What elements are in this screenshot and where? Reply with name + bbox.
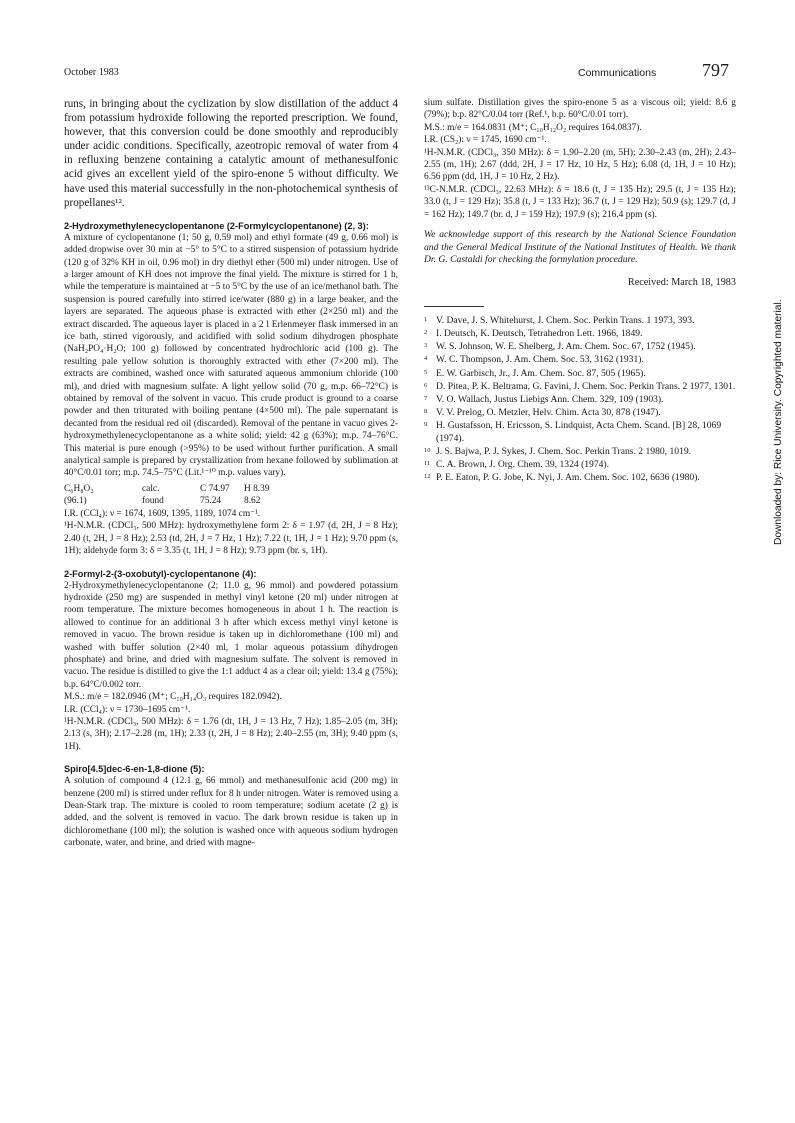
- reference-number: 3: [424, 342, 428, 350]
- reference-item: [424, 394, 736, 406]
- reference-text: W. C. Thompson, J. Am. Chem. Soc. 53, 3162 (1931).: [436, 354, 644, 366]
- ir-data-formylcyclopentanone: I.R. (CCl₄): ν = 1674, 1609, 1395, 1189, 1074 cm⁻¹.: [64, 508, 261, 519]
- procedure-continuation: sium sulfate. Distillation gives the spiro-enone 5 as a viscous oil; yield: 8.6 g (79%); b.p. 82°C/0.04 torr (Ref.¹, b.p. 60°C/0.01 torr).: [424, 98, 736, 121]
- reference-item: [424, 472, 736, 484]
- reference-item: [424, 381, 736, 393]
- ms-data-oxobutyl: M.S.: m/e = 182.0946 (M⁺; C₁₀H₁₄O₃ requires 182.0942).: [64, 692, 282, 703]
- analysis-found-c: 75.24: [200, 495, 222, 506]
- reference-text: C. A. Brown, J. Org. Chem. 39, 1324 (1974).: [436, 459, 610, 471]
- page-number: 797: [702, 60, 729, 80]
- issue-date: October 1983: [64, 67, 119, 78]
- reference-text: D. Pitea, P. K. Beltrama, G. Favini, J. Chem. Soc. Perkin Trans. 2 1977, 1301.: [436, 380, 736, 392]
- section-heading-oxobutyl: 2-Formyl-2-(3-oxobutyl)-cyclopentanone (4):: [64, 568, 257, 579]
- analysis-formula: C₆H₈O₂: [64, 483, 94, 494]
- received-date: Received: March 18, 1983: [627, 276, 736, 288]
- nmr-data-oxobutyl: ¹H-N.M.R. (CDCl₃, 500 MHz): δ = 1.76 (dt, 1H, J = 13 Hz, 7 Hz); 1.85–2.05 (m, 3H); 2.13 (s, 3H); 2.17–2.28 (m, 1H); 2.33 (t, 2H, J = 8 Hz); 2.40–2.55 (m, 3H); 9.40 ppm (s, 1H).: [64, 716, 398, 752]
- reference-text: V. V. Prelog, O. Metzler, Helv. Chim. Acta 30, 878 (1947).: [436, 407, 661, 419]
- intro-paragraph: runs, in bringing about the cyclization by slow distillation of the adduct 4 from potassium hydroxide following the reported prescription. We found, however, that this conversion could be done smoothly and reproducibly under acidic conditions. Specifically, azeotropic removal of water from 4 in refluxing benzene containing a catalytic amount of methanesulfonic acid gives an excellent yield of the spiro-enone 5 without difficulty. We have used this material successfully in the non-photochemical synthesis of propellanes¹².: [64, 98, 398, 209]
- analysis-found-h: 8.62: [244, 495, 261, 506]
- reference-number: 9: [424, 421, 428, 429]
- reference-item: [424, 407, 736, 419]
- reference-text: I. Deutsch, K. Deutsch, Tetrahedron Lett. 1966, 1849.: [436, 328, 643, 340]
- procedure-spirodione: A solution of compound 4 (12.1 g, 66 mmol) and methanesulfonic acid (200 mg) in benzene (200 ml) is stirred under reflux for 8 h under nitrogen. Water is removed using a Dean-Stark trap. The mixture is cooled to room temperature; sodium acetate (2 g) is added, and the solvent is removed in vacuo. The dark brown residue is taken up in dichloromethane (100 ml); the solution is washed once with aqueous sodium hydrogen carbonate, water, and brine, and dried with magne-: [64, 776, 398, 849]
- reference-text: W. S. Johnson, W. E. Shelberg, J. Am. Chem. Soc. 67, 1752 (1945).: [436, 341, 696, 353]
- reference-item: [424, 341, 736, 353]
- reference-text: V. O. Wallach, Justus Liebigs Ann. Chem. 329, 109 (1903).: [436, 394, 664, 406]
- ms-data-spirodione: M.S.: m/e = 164.0831 (M⁺; C₁₀H₁₂O₂ requires 164.0837).: [424, 122, 642, 133]
- analysis-calc-c: C 74.97: [200, 483, 230, 494]
- reference-number: 6: [424, 381, 428, 389]
- analysis-found-label: found: [142, 495, 164, 506]
- right-column: [424, 97, 736, 485]
- analysis-calc-h: H 8.39: [244, 483, 270, 494]
- reference-item: [424, 315, 736, 327]
- reference-number: 4: [424, 355, 428, 363]
- reference-text: H. Gustafsson, H. Ericsson, S. Lindquist, Acta Chem. Scand. [B] 28, 1069 (1974).: [436, 420, 722, 444]
- nmr-data-formylcyclopentanone: ¹H-N.M.R. (CDCl₃, 500 MHz): hydroxymethylene form 2: δ = 1.97 (d, 2H, J = 8 Hz); 2.40 (t, 2H, J = 8 Hz); 2.53 (td, 2H, J = 7 Hz, 1 Hz); 7.22 (t, 1H, J = 1 Hz); 9.70 ppm (s, 1H); aldehyde form 3: δ = 3.35 (t, 1H, J = 8 Hz); 9.73 ppm (br. s, 1H).: [64, 521, 398, 557]
- reference-text: V. Dave, J. S. Whitehurst, J. Chem. Soc. Perkin Trans. 1 1973, 393.: [436, 314, 695, 326]
- procedure-formylcyclopentanone: A mixture of cyclopentanone (1; 50 g, 0.59 mol) and ethyl formate (49 g, 0.66 mol) is added dropwise over 30 min at −5° to 5°C to a stirred suspension of potassium hydride (120 g of 32% KH in oil, 0.96 mol) in dry diethyl ether (500 ml) under nitrogen. Use of a larger amount of KH does not improve the final yield. The mixture is stirred for 1 h, while the temperature is maintained at −5 to 5°C by the use of an ice/methanol bath. The suspension is poured carefully into stirred ice/water (880 g) in a large beaker, and the layers are separated. The aqueous phase is extracted with ether (2×250 ml) and the extract discarded. The aqueous layer is placed in a 2 l Erlenmeyer flask immersed in an ice bath, stirred vigorously, and acidified with solid sodium dihydrogen phosphate (NaH₂PO₄·H₂O; 100 g) followed by concentrated hydrochloric acid (100 g). The resulting pale yellow solution is thoroughly extracted with ether (7×200 ml). The extracts are combined, washed once with saturated aqueous ammonium chloride (100 ml), and dried with magnesium sulfate. A light yellow solid (70 g, m.p. 66–72°C) is obtained by removal of the solvent in vacuo. This crude product is ground to a coarse powder and then triturated with boiling pentane (4×500 ml). The pale supernatant is decanted from the residual red oil (discarded). Removal of the pentane in vacuo gives 2-hydroxymethylenecyclopentanone as a white solid; yield: 42 g (63%); m.p. 74–76°C. This material is pure enough (>95%) to be used without further purification. A small analytical sample is prepared by crystallization from hexane followed by sublimation at 40°C/0.01 torr; m.p. 74.5–75°C (Lit.¹⁻¹⁰ m.p. values vary).: [64, 232, 398, 479]
- left-column: [64, 97, 398, 850]
- section-heading-spirodione: Spiro[4.5]dec-6-en-1,8-dione (5):: [64, 764, 205, 775]
- analysis-calc-label: calc.: [142, 483, 160, 494]
- reference-item: [424, 420, 736, 444]
- ir-data-spirodione: I.R. (CS₂): ν = 1745, 1690 cm⁻¹.: [424, 135, 547, 146]
- reference-number: 1: [424, 315, 428, 323]
- reference-item: [424, 328, 736, 340]
- reference-number: 10: [424, 446, 431, 454]
- ir-data-oxobutyl: I.R. (CCl₄): ν = 1730–1695 cm⁻¹.: [64, 704, 191, 715]
- reference-number: 8: [424, 408, 428, 416]
- reference-item: [424, 446, 736, 458]
- reference-text: E. W. Garbisch, Jr., J. Am. Chem. Soc. 87, 505 (1965).: [436, 367, 646, 379]
- section-name: Communications: [578, 67, 657, 79]
- reference-item: [424, 368, 736, 380]
- c-nmr-data-spirodione: ¹³C-N.M.R. (CDCl₃, 22.63 MHz): δ = 18.6 (t, J = 135 Hz); 29.5 (t, J = 135 Hz); 33.0 (t, J = 129 Hz); 35.8 (t, J = 133 Hz); 36.7 (t, J = 129 Hz); 50.9 (s); 129.7 (d, J = 162 Hz); 149.7 (br. d, J = 159 Hz); 197.9 (s); 216.4 ppm (s).: [424, 184, 736, 220]
- reference-text: J. S. Bajwa, P. J. Sykes, J. Chem. Soc. Perkin Trans. 2 1980, 1019.: [436, 445, 692, 457]
- section-heading-formylcyclopentanone: 2-Hydroxymethylenecyclopentanone (2-Formylcyclopentanone) (2, 3):: [64, 220, 369, 231]
- reference-number: 2: [424, 329, 428, 337]
- reference-number: 5: [424, 368, 428, 376]
- analysis-mass: (96.1): [64, 495, 87, 506]
- reference-item: [424, 459, 736, 471]
- reference-number: 11: [424, 460, 431, 468]
- download-notice: Downloaded by: Rice University. Copyrighted material.: [773, 299, 784, 545]
- references-list: [424, 315, 736, 485]
- elemental-analysis: [64, 483, 398, 507]
- reference-text: P. E. Eaton, P. G. Jobe, K. Nyi, J. Am. Chem. Soc. 102, 6636 (1980).: [436, 472, 700, 484]
- acknowledgement: We acknowledge support of this research by the National Science Foundation and the General Medical Institute of the National Institutes of Health. We thank Dr. G. Castaldi for checking the formylation procedure.: [424, 229, 736, 266]
- download-watermark: [773, 299, 789, 546]
- reference-item: [424, 354, 736, 366]
- h-nmr-data-spirodione: ¹H-N.M.R. (CDCl₃, 350 MHz): δ = 1.90–2.20 (m, 5H); 2.30–2.43 (m, 2H); 2.43–2.55 (m, 1H); 2.67 (ddd, 2H, J = 17 Hz, 10 Hz, 5 Hz); 6.08 (d, 1H, J = 10 Hz); 6.56 ppm (dd, 1H, J = 10 Hz, 2 Hz).: [424, 147, 736, 183]
- references-divider: [424, 306, 484, 307]
- procedure-oxobutyl: 2-Hydroxymethylenecyclopentanone (2; 11.0 g, 96 mmol) and powdered potassium hydroxide (250 mg) are suspended in methyl vinyl ketone (20 ml) under nitrogen at room temperature. The mixture becomes homogeneous in about 1 h. The reaction is allowed to continue for an additional 3 h after which excess methyl vinyl ketone is removed in vacuo. The brown residue is taken up in dichloromethane (100 ml) and washed with buffer solution (2×40 ml, 1 molar aqueous potassium dihydrogen phosphate) and brine, and dried with magnesium sulfate. The solvent is removed in vacuo. The residue is distilled to give the 1:1 adduct 4 as a clear oil; yield: 13.4 g (75%); b.p. 64°C/0.002 torr.: [64, 580, 398, 690]
- reference-number: 7: [424, 395, 428, 403]
- reference-number: 12: [424, 473, 431, 481]
